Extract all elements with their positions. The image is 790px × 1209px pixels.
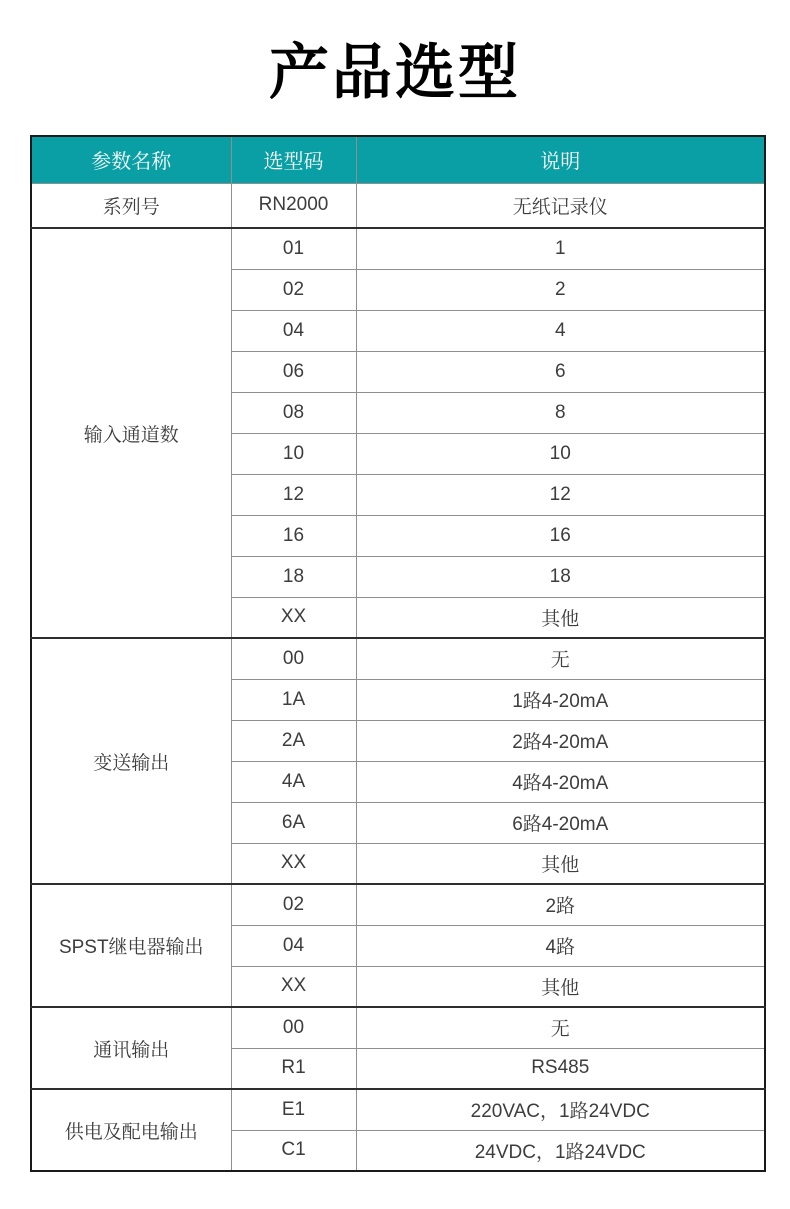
header-row — [31, 136, 765, 183]
description-cell: 2路4-20mA — [356, 720, 765, 761]
table-header — [31, 136, 765, 183]
description-cell: RS485 — [356, 1048, 765, 1089]
description-cell: 24VDC，1路24VDC — [356, 1130, 765, 1171]
description-cell: 18 — [356, 556, 765, 597]
table-row — [31, 183, 765, 228]
parameter-cell: 通讯输出 — [31, 1007, 231, 1089]
description-cell: 12 — [356, 474, 765, 515]
description-cell: 其他 — [356, 597, 765, 638]
description-cell: 10 — [356, 433, 765, 474]
parameter-cell: 输入通道数 — [31, 228, 231, 638]
code-cell: 12 — [231, 474, 356, 515]
description-cell: 6路4-20mA — [356, 802, 765, 843]
parameter-cell: 供电及配电输出 — [31, 1089, 231, 1171]
description-cell: 8 — [356, 392, 765, 433]
code-cell: XX — [231, 966, 356, 1007]
code-cell: 02 — [231, 269, 356, 310]
description-cell: 2路 — [356, 884, 765, 925]
code-cell: 6A — [231, 802, 356, 843]
description-cell: 4路 — [356, 925, 765, 966]
code-cell: 10 — [231, 433, 356, 474]
description-cell: 4路4-20mA — [356, 761, 765, 802]
code-cell: 16 — [231, 515, 356, 556]
code-cell: RN2000 — [231, 183, 356, 228]
table-row — [31, 638, 765, 679]
description-cell: 4 — [356, 310, 765, 351]
code-cell: 08 — [231, 392, 356, 433]
description-cell: 其他 — [356, 843, 765, 884]
parameter-cell: 变送输出 — [31, 638, 231, 884]
code-cell: 2A — [231, 720, 356, 761]
column-header-description: 说明 — [356, 136, 765, 183]
code-cell: 1A — [231, 679, 356, 720]
description-cell: 6 — [356, 351, 765, 392]
parameter-cell: 系列号 — [31, 183, 231, 228]
table-body — [31, 183, 765, 1171]
code-cell: 01 — [231, 228, 356, 269]
table-row — [31, 884, 765, 925]
column-header-parameter: 参数名称 — [31, 136, 231, 183]
code-cell: 04 — [231, 925, 356, 966]
table-row — [31, 228, 765, 269]
product-selection-table — [30, 135, 766, 1172]
description-cell: 220VAC，1路24VDC — [356, 1089, 765, 1130]
code-cell: 02 — [231, 884, 356, 925]
code-cell: 00 — [231, 1007, 356, 1048]
description-cell: 无纸记录仪 — [356, 183, 765, 228]
parameter-cell: SPST继电器输出 — [31, 884, 231, 1007]
table-row — [31, 1089, 765, 1130]
description-cell: 2 — [356, 269, 765, 310]
description-cell: 1 — [356, 228, 765, 269]
description-cell: 1路4-20mA — [356, 679, 765, 720]
description-cell: 无 — [356, 1007, 765, 1048]
page-title: 产品选型 — [269, 39, 521, 106]
code-cell: 4A — [231, 761, 356, 802]
description-cell: 16 — [356, 515, 765, 556]
table-row — [31, 1007, 765, 1048]
description-cell: 其他 — [356, 966, 765, 1007]
code-cell: 06 — [231, 351, 356, 392]
description-cell: 无 — [356, 638, 765, 679]
code-cell: E1 — [231, 1089, 356, 1130]
column-header-code: 选型码 — [231, 136, 356, 183]
code-cell: XX — [231, 843, 356, 884]
code-cell: 18 — [231, 556, 356, 597]
code-cell: C1 — [231, 1130, 356, 1171]
code-cell: R1 — [231, 1048, 356, 1089]
code-cell: 00 — [231, 638, 356, 679]
code-cell: 04 — [231, 310, 356, 351]
code-cell: XX — [231, 597, 356, 638]
